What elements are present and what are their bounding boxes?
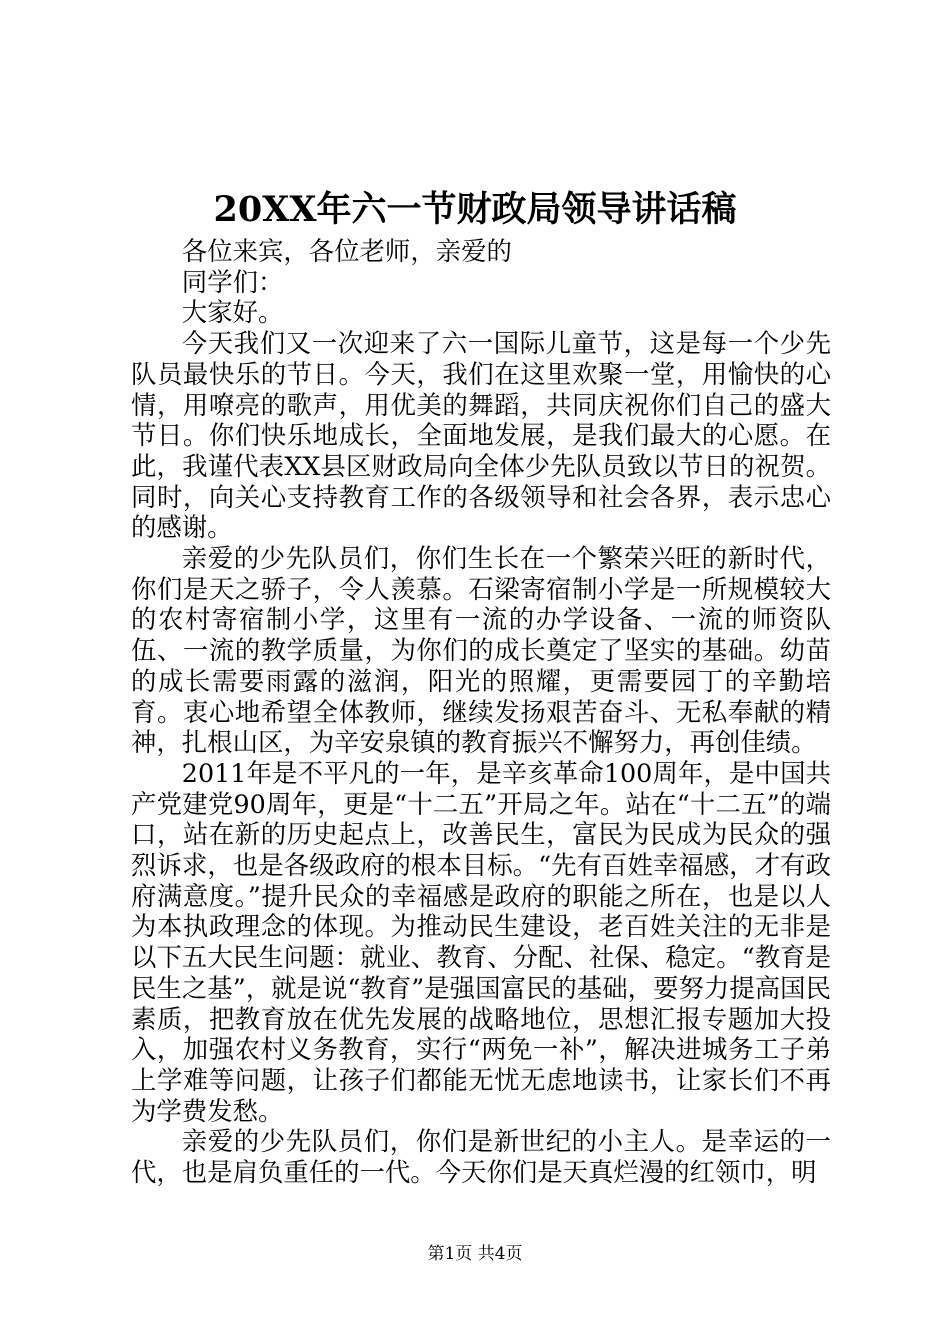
paragraph-greeting: 各位来宾，各位老师，亲爱的 (181, 236, 512, 266)
page-footer: 第1页 共4页 (427, 1244, 523, 1264)
paragraph-hello: 大家好。 (181, 297, 284, 328)
document-body (131, 236, 831, 1188)
paragraph-childrens-day: 今天我们又一次迎来了六一国际儿童节，这是每一个少先队员最快乐的节日。今天，我们在这里欢聚一堂，用愉快的心情，用嘹亮的歌声，用优美的舞蹈，共同庆祝你们自己的盛大节日。你们快乐地成长，全面地发展，是我们最大的心愿。在此，我谨代表XX县区财政局向全体少先队员致以节日的祝贺。同时，向关心支持教育工作的各级领导和社会各界，表示忠心的感谢。 (131, 328, 831, 543)
document-title: 20XX年六一节财政局领导讲话稿 (213, 189, 737, 230)
paragraph-2011: 2011年是不平凡的一年，是辛亥革命100周年，是中国共产党建党90周年，更是“十二五”开局之年。站在“十二五”的端口，站在新的历史起点上，改善民生，富民为民成为民众的强烈诉求，也是各级政府的根本目标。“先有百姓幸福感，才有政府满意度。”提升民众的幸福感是政府的职能之所在，也是以人为本执政理念的体现。为推动民生建设，老百姓关注的无非是以下五大民生问题：就业、教育、分配、社保、稳定。“教育是民生之基”，就是说“教育”是强国富民的基础，要努力提高国民素质，把教育放在优先发展的战略地位，思想汇报专题加大投入，加强农村义务教育，实行“两免一补”，解决进城务工子弟上学难等问题，让孩子们都能无忧无虑地读书，让家长们不再为学费发愁。 (131, 757, 831, 1126)
paragraph-new-century: 亲爱的少先队员们，你们是新世纪的小主人。是幸运的一代，也是肩负重任的一代。今天你们是天真烂漫的红领巾，明 (131, 1126, 831, 1188)
paragraph-new-era: 亲爱的少先队员们，你们生长在一个繁荣兴旺的新时代，你们是天之骄子，令人羡慕。石梁寄宿制小学是一所规模较大的农村寄宿制小学，这里有一流的办学设备、一流的师资队伍、一流的教学质量，为你们的成长奠定了坚实的基础。幼苗的成长需要雨露的滋润，阳光的照耀，更需要园丁的辛勤培育。衷心地希望全体教师，继续发扬艰苦奋斗、无私奉献的精神，扎根山区，为辛安泉镇的教育振兴不懈努力，再创佳绩。 (131, 543, 831, 758)
paragraph-greeting-continued: 同学们： (181, 266, 284, 297)
